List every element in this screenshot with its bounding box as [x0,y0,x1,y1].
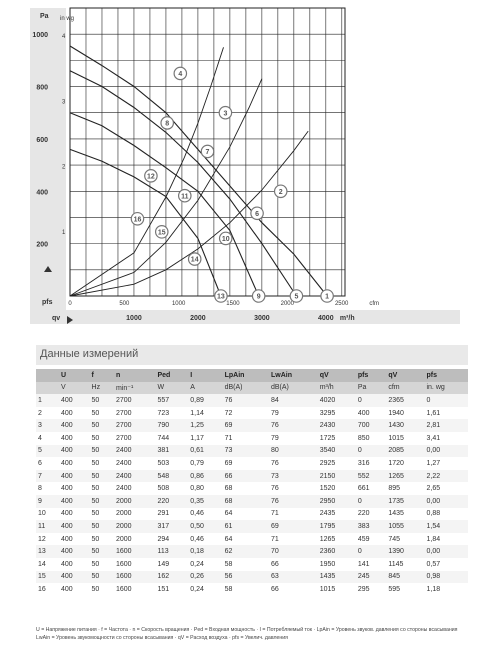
operating-point-label: 16 [133,216,142,224]
table-header-cell: LwAin [269,369,318,382]
table-cell: 2700 [114,394,156,407]
table-row [36,445,468,458]
table-cell: 2435 [318,508,356,521]
table-cell: 50 [90,419,114,432]
table-cell: 68 [223,495,269,508]
y-axis-label: pfs [42,299,53,306]
operating-point-label: 11 [181,193,189,201]
table-cell: 50 [90,445,114,458]
y-tick-label-right: 4 [62,34,66,41]
table-cell: 2,81 [424,419,468,432]
table-cell: 69 [223,457,269,470]
table-unit-cell: Hz [90,382,114,395]
table-cell: 1435 [318,571,356,584]
table-row [36,533,468,546]
x-unit-m3h: m³/h [339,315,355,322]
y-tick-label-right: 3 [62,99,66,106]
table-cell: 50 [90,533,114,546]
table-cell: 72 [223,407,269,420]
x-axis-label: qv [52,315,61,322]
table-cell: 66 [269,558,318,571]
x-tick-label-m3h: 3000 [254,315,270,322]
table-header-cell: f [90,369,114,382]
table-cell: 400 [59,482,90,495]
table-cell: 850 [356,432,387,445]
table-cell: 2085 [386,445,424,458]
table-header-cell: qV [318,369,356,382]
table-cell: 0 [356,445,387,458]
table-cell: 71 [269,533,318,546]
table-cell: 68 [223,482,269,495]
section-title: Данные измерений [40,348,139,360]
operating-point-label: 6 [255,210,260,218]
x-tick-label-cfm: 500 [119,301,130,307]
y-tick-label-left: 600 [36,136,48,144]
table-cell: 1430 [386,419,424,432]
table-cell: 50 [90,583,114,596]
table-cell: 50 [90,407,114,420]
operating-point-label: 9 [256,293,261,301]
x-tick-label-m3h: 2000 [190,315,206,322]
table-cell: 2400 [114,457,156,470]
table-header-cell [36,369,59,382]
table-cell: 2000 [114,508,156,521]
operating-point-label: 1 [325,293,330,301]
table-row [36,419,468,432]
table-unit-cell: dB(A) [269,382,318,395]
table-cell: 16 [36,583,59,596]
table-cell: 63 [269,571,318,584]
table-cell: 50 [90,558,114,571]
y-tick-label-right: 2 [62,164,66,171]
table-cell: 400 [59,445,90,458]
table-cell: 62 [223,545,269,558]
table-cell: 76 [269,457,318,470]
table-cell: 80 [269,445,318,458]
table-cell: 317 [155,520,188,533]
y-tick-label-left: 1000 [32,32,48,40]
operating-point-label: 15 [157,229,166,237]
table-cell: 3295 [318,407,356,420]
table-cell: 0,46 [188,533,222,546]
table-cell: 50 [90,508,114,521]
table-cell: 0,24 [188,558,222,571]
table-cell: 4 [36,432,59,445]
table-cell: 2400 [114,445,156,458]
table-cell: 1 [36,394,59,407]
table-cell: 548 [155,470,188,483]
table-cell: 50 [90,394,114,407]
operating-point-label: 7 [205,149,210,157]
table-header-cell: n [114,369,156,382]
table-unit-cell: in. wg [424,382,468,395]
table-cell: 0,35 [188,495,222,508]
table-cell: 73 [223,445,269,458]
table-cell: 2,65 [424,482,468,495]
table-unit-cell: Pa [356,382,387,395]
table-cell: 1435 [386,508,424,521]
table-cell: 0,79 [188,457,222,470]
table-cell: 895 [386,482,424,495]
y-unit-left: Pa [40,13,49,20]
x-unit-cfm: cfm [369,301,380,307]
table-cell: 64 [223,508,269,521]
table-cell: 73 [269,470,318,483]
table-cell: 50 [90,545,114,558]
table-cell: 1600 [114,571,156,584]
table-cell: 71 [269,508,318,521]
x-tick-label-cfm: 0 [68,301,72,307]
bottom-axis-band [30,310,460,324]
operating-point-label: 4 [178,71,183,79]
table-header-cell: pfs [424,369,468,382]
table-cell: 79 [269,407,318,420]
table-header-cell: pfs [356,369,387,382]
table-row [36,432,468,445]
table-cell: 316 [356,457,387,470]
table-cell: 2,22 [424,470,468,483]
table-cell: 1,27 [424,457,468,470]
table-cell: 0 [356,394,387,407]
table-cell: 84 [269,394,318,407]
table-row [36,508,468,521]
table-cell: 0,61 [188,445,222,458]
table-unit-cell: cfm [386,382,424,395]
table-cell: 1,61 [424,407,468,420]
table-cell: 15 [36,571,59,584]
table-cell: 3540 [318,445,356,458]
table-cell: 1015 [318,583,356,596]
table-cell: 1,18 [424,583,468,596]
table-cell: 6 [36,457,59,470]
table-cell: 294 [155,533,188,546]
table-header-cell: I [188,369,222,382]
table-cell: 1,54 [424,520,468,533]
operating-point-label: 12 [147,173,155,181]
table-cell: 1,17 [188,432,222,445]
table-header-cell: Ped [155,369,188,382]
table-cell: 400 [59,545,90,558]
table-unit-cell: min⁻¹ [114,382,156,395]
table-cell: 1735 [386,495,424,508]
table-cell: 50 [90,520,114,533]
table-cell: 1600 [114,583,156,596]
y-tick-label-right: 1 [62,229,66,236]
table-cell: 0,98 [424,571,468,584]
x-tick-label-cfm: 2000 [280,301,294,307]
legend-line-2: LwAin = Уровень звукомощности со стороны всасывания · qV = Расход воздуха · pfs = Увелич. давления [36,635,288,641]
table-cell: 2360 [318,545,356,558]
table-cell: 66 [223,470,269,483]
table-cell: 76 [269,419,318,432]
table-cell: 0,24 [188,583,222,596]
table-cell: 0,86 [188,470,222,483]
table-cell: 0,00 [424,445,468,458]
table-cell: 723 [155,407,188,420]
table-cell: 71 [223,432,269,445]
table-cell: 64 [223,533,269,546]
table-cell: 50 [90,432,114,445]
table-cell: 70 [269,545,318,558]
table-cell: 3,41 [424,432,468,445]
table-cell: 2700 [114,419,156,432]
table-cell: 400 [59,457,90,470]
table-cell: 400 [59,583,90,596]
x-tick-label-m3h: 1000 [126,315,142,322]
table-cell: 400 [59,520,90,533]
y-unit-right: in wg [60,16,75,22]
table-cell: 400 [59,558,90,571]
table-unit-cell [36,382,59,395]
table-row [36,558,468,571]
table-cell: 69 [269,520,318,533]
table-cell: 557 [155,394,188,407]
table-row [36,457,468,470]
table-cell: 2430 [318,419,356,432]
table-cell: 113 [155,545,188,558]
section-header [36,345,468,365]
operating-point-label: 13 [217,293,225,301]
table-cell: 12 [36,533,59,546]
table-cell: 151 [155,583,188,596]
table-cell: 2400 [114,482,156,495]
table-cell: 400 [59,470,90,483]
table-cell: 459 [356,533,387,546]
table-cell: 0,57 [424,558,468,571]
table-cell: 503 [155,457,188,470]
table-cell: 58 [223,558,269,571]
x-tick-label-m3h: 4000 [318,315,334,322]
table-cell: 69 [223,419,269,432]
legend-line-1: U = Напряжение питания · f = Частота · n = Скорость вращения · Ped = Входная мощность · I = Потребляемый ток · LpAin = Уровень звуков. давления со стороны всасывания [36,627,458,633]
table-cell: 56 [223,571,269,584]
table-unit-cell: V [59,382,90,395]
table-cell: 1145 [386,558,424,571]
table-cell: 76 [269,482,318,495]
table-header-row [36,369,468,382]
table-cell: 1055 [386,520,424,533]
table-unit-cell: dB(A) [223,382,269,395]
table-cell: 220 [155,495,188,508]
table-cell: 0,00 [424,495,468,508]
operating-point-label: 10 [221,236,230,243]
table-cell: 0 [356,545,387,558]
table-cell: 14 [36,558,59,571]
operating-point-label: 14 [190,256,199,264]
table-cell: 0,00 [424,545,468,558]
table-cell: 595 [386,583,424,596]
table-cell: 1,14 [188,407,222,420]
table-cell: 0,26 [188,571,222,584]
table-row [36,407,468,420]
table-row [36,394,468,407]
table-cell: 245 [356,571,387,584]
table-cell: 0,46 [188,508,222,521]
table-cell: 400 [59,407,90,420]
table-cell: 5 [36,445,59,458]
table-cell: 700 [356,419,387,432]
table-cell: 9 [36,495,59,508]
table-unit-cell: m³/h [318,382,356,395]
table-cell: 383 [356,520,387,533]
table-cell: 552 [356,470,387,483]
table-cell: 744 [155,432,188,445]
table-cell: 66 [269,583,318,596]
x-tick-label-cfm: 1000 [171,301,186,307]
table-cell: 400 [59,394,90,407]
table-cell: 0,80 [188,482,222,495]
table-cell: 76 [269,495,318,508]
table-header-cell: LpAin [223,369,269,382]
table-cell: 0,88 [424,508,468,521]
table-cell: 1265 [386,470,424,483]
table-cell: 4020 [318,394,356,407]
table-cell: 2000 [114,520,156,533]
table-cell: 2700 [114,432,156,445]
y-tick-label-left: 400 [36,189,48,197]
table-cell: 58 [223,583,269,596]
table-body [36,394,468,596]
table-cell: 2700 [114,407,156,420]
table-row [36,583,468,596]
table-cell: 50 [90,495,114,508]
table-cell: 141 [356,558,387,571]
table-cell: 8 [36,482,59,495]
operating-point-label: 5 [294,293,299,301]
table-cell: 400 [59,571,90,584]
table-cell: 790 [155,419,188,432]
table-cell: 0,89 [188,394,222,407]
y-tick-label-left: 800 [36,84,48,92]
table-cell: 0 [424,394,468,407]
table-cell: 1265 [318,533,356,546]
table-cell: 50 [90,470,114,483]
table-cell: 0 [356,495,387,508]
table-cell: 1600 [114,545,156,558]
table-cell: 2925 [318,457,356,470]
table-cell: 2365 [386,394,424,407]
table-cell: 1,84 [424,533,468,546]
legend-footnote [36,626,476,642]
table-cell: 1,25 [188,419,222,432]
table-cell: 0,18 [188,545,222,558]
table-cell: 50 [90,571,114,584]
table-cell: 11 [36,520,59,533]
table-cell: 400 [59,432,90,445]
table-header-cell: qV [386,369,424,382]
table-cell: 2000 [114,495,156,508]
table-cell: 295 [356,583,387,596]
table-cell: 0,50 [188,520,222,533]
table-row [36,520,468,533]
table-row [36,470,468,483]
table-cell: 1390 [386,545,424,558]
table-cell: 2150 [318,470,356,483]
table-cell: 61 [223,520,269,533]
table-cell: 845 [386,571,424,584]
table-units-row [36,382,468,395]
table-cell: 10 [36,508,59,521]
table-cell: 381 [155,445,188,458]
table-cell: 661 [356,482,387,495]
table-row [36,545,468,558]
table-cell: 1015 [386,432,424,445]
table-cell: 79 [269,432,318,445]
table-header-cell: U [59,369,90,382]
table-cell: 162 [155,571,188,584]
table-cell: 2000 [114,533,156,546]
operating-point-label: 2 [278,188,283,196]
table-cell: 745 [386,533,424,546]
x-tick-label-cfm: 2500 [334,301,349,307]
table-cell: 13 [36,545,59,558]
table-cell: 400 [356,407,387,420]
table-cell: 508 [155,482,188,495]
table-cell: 220 [356,508,387,521]
table-cell: 149 [155,558,188,571]
table-cell: 76 [223,394,269,407]
table-row [36,571,468,584]
table-cell: 50 [90,482,114,495]
table-cell: 400 [59,419,90,432]
table-cell: 1520 [318,482,356,495]
table-cell: 1720 [386,457,424,470]
table-cell: 2400 [114,470,156,483]
table-row [36,482,468,495]
table-cell: 1600 [114,558,156,571]
table-cell: 1940 [386,407,424,420]
table-cell: 1795 [318,520,356,533]
table-cell: 1950 [318,558,356,571]
table-unit-cell: A [188,382,222,395]
measurement-table [36,369,468,596]
table-cell: 400 [59,533,90,546]
table-cell: 1725 [318,432,356,445]
x-tick-label-cfm: 1500 [226,301,240,307]
table-cell: 2 [36,407,59,420]
table-cell: 3 [36,419,59,432]
table-cell: 400 [59,495,90,508]
y-tick-label-left: 200 [36,241,48,249]
operating-point-label: 8 [165,120,170,128]
table-cell: 400 [59,508,90,521]
table-unit-cell: W [155,382,188,395]
table-row [36,495,468,508]
table-cell: 50 [90,457,114,470]
table-cell: 2950 [318,495,356,508]
table-cell: 291 [155,508,188,521]
operating-point-label: 3 [223,110,228,118]
table-cell: 7 [36,470,59,483]
